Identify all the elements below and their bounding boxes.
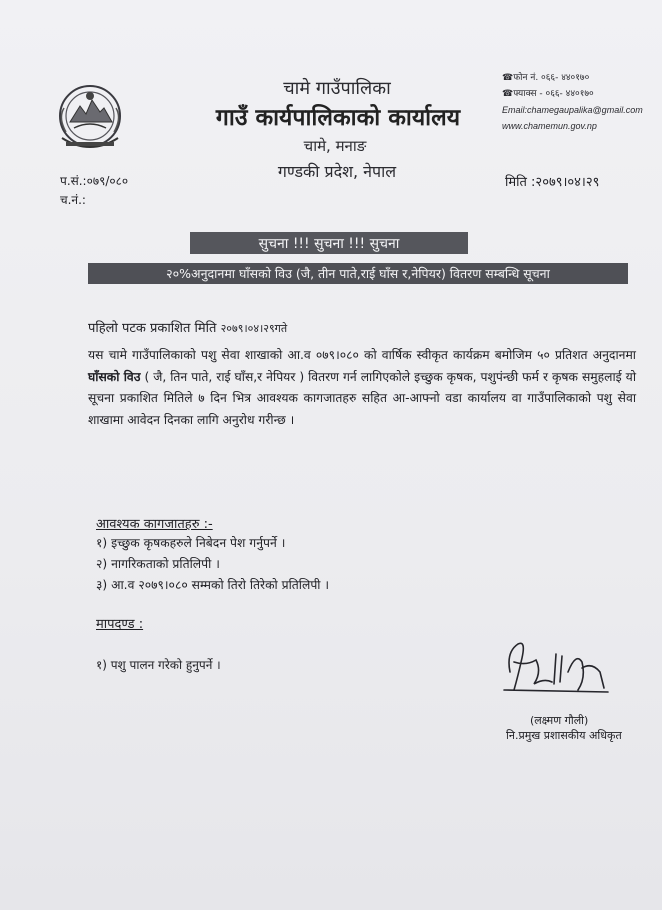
notice-title-banner: सुचना !!! सुचना !!! सुचना bbox=[190, 232, 468, 254]
website-url: www.chamemun.gov.np bbox=[502, 121, 597, 131]
documents-list bbox=[96, 533, 329, 596]
notice-body bbox=[88, 345, 636, 431]
list-item: २) नागरिकताको प्रतिलिपी । bbox=[96, 557, 220, 571]
body-text-bold: घाँसको विउ bbox=[88, 369, 141, 384]
office-name: गाउँ कार्यपालिकाको कार्यालय bbox=[215, 105, 461, 131]
first-published-date: २०७९।०४।२९गते bbox=[220, 322, 288, 335]
municipality-name: चामे गाउँपालिका bbox=[283, 78, 391, 99]
contact-block bbox=[502, 70, 657, 134]
list-item: १) इच्छुक कृषकहरुले निबेदन पेश गर्नुपर्ने । bbox=[96, 536, 286, 550]
documents-heading: आवश्यक कागजातहरु :- bbox=[96, 517, 213, 532]
province-name: गण्डकी प्रदेश, नेपाल bbox=[277, 162, 397, 181]
signatory-name: (लक्ष्मण गौली) bbox=[530, 714, 589, 727]
list-item: १) पशु पालन गरेको हुनुपर्ने । bbox=[96, 658, 221, 672]
body-text-part1: यस चामे गाउँपालिकाको पशु सेवा शाखाको आ.व ०७९।०८० को वार्षिक स्वीकृत कार्यक्रम बमोजिम ५० प्रतिशत अनुदानमा bbox=[88, 348, 636, 362]
letter-number: प.सं.:०७९/०८० bbox=[60, 174, 129, 188]
office-location: चामे, मनाङ bbox=[303, 137, 367, 155]
signatory-title: नि.प्रमुख प्रशासकीय अधिकृत bbox=[506, 729, 622, 742]
body-text-part2: ( जै, तिन पाते, राई घाँस,र नेपियर ) वितरण गर्न लागिएकोले इच्छुक कृषक, पशुपंन्छी फर्म र कृषक समुहलाई यो सूचना प्रकाशित मितिले ७ दिन भित्र आवश्यक कागजातहरु सहित आ-आफ्नो वडा कार्यालय वा गाउँपालिकाको पशु सेवा शाखामा आवेदन दिनका लागि अनुरोध गरीन्छ । bbox=[88, 369, 636, 427]
nepal-government-emblem-icon bbox=[54, 78, 126, 158]
notice-subject-banner: २०%अनुदानमा घाँसको विउ (जै, तीन पाते,राई घाँस र,नेपियर) वितरण सम्बन्धि सूचना bbox=[88, 263, 628, 284]
fax-number: ☎फ्याक्स - ०६६- ४४०१७० bbox=[502, 89, 594, 99]
list-item: ३) आ.व २०७९।०८० सम्मको तिरो तिरेको प्रतिलिपी । bbox=[96, 578, 330, 592]
first-published-label: पहिलो पटक प्रकाशित मिति bbox=[88, 321, 217, 336]
handwritten-signature bbox=[496, 632, 616, 704]
phone-number: ☎फोन नं. ०६६- ४४०१७० bbox=[502, 73, 590, 83]
letter-date: मिति :२०७९।०४।२९ bbox=[505, 175, 600, 190]
dispatch-number: च.नं.: bbox=[60, 193, 86, 207]
first-published-line bbox=[88, 318, 287, 336]
criteria-heading: मापदण्ड : bbox=[96, 617, 144, 632]
criteria-list bbox=[96, 656, 221, 673]
email-address: Email:chamegaupalika@gmail.com bbox=[502, 105, 643, 115]
reference-block bbox=[60, 172, 128, 210]
